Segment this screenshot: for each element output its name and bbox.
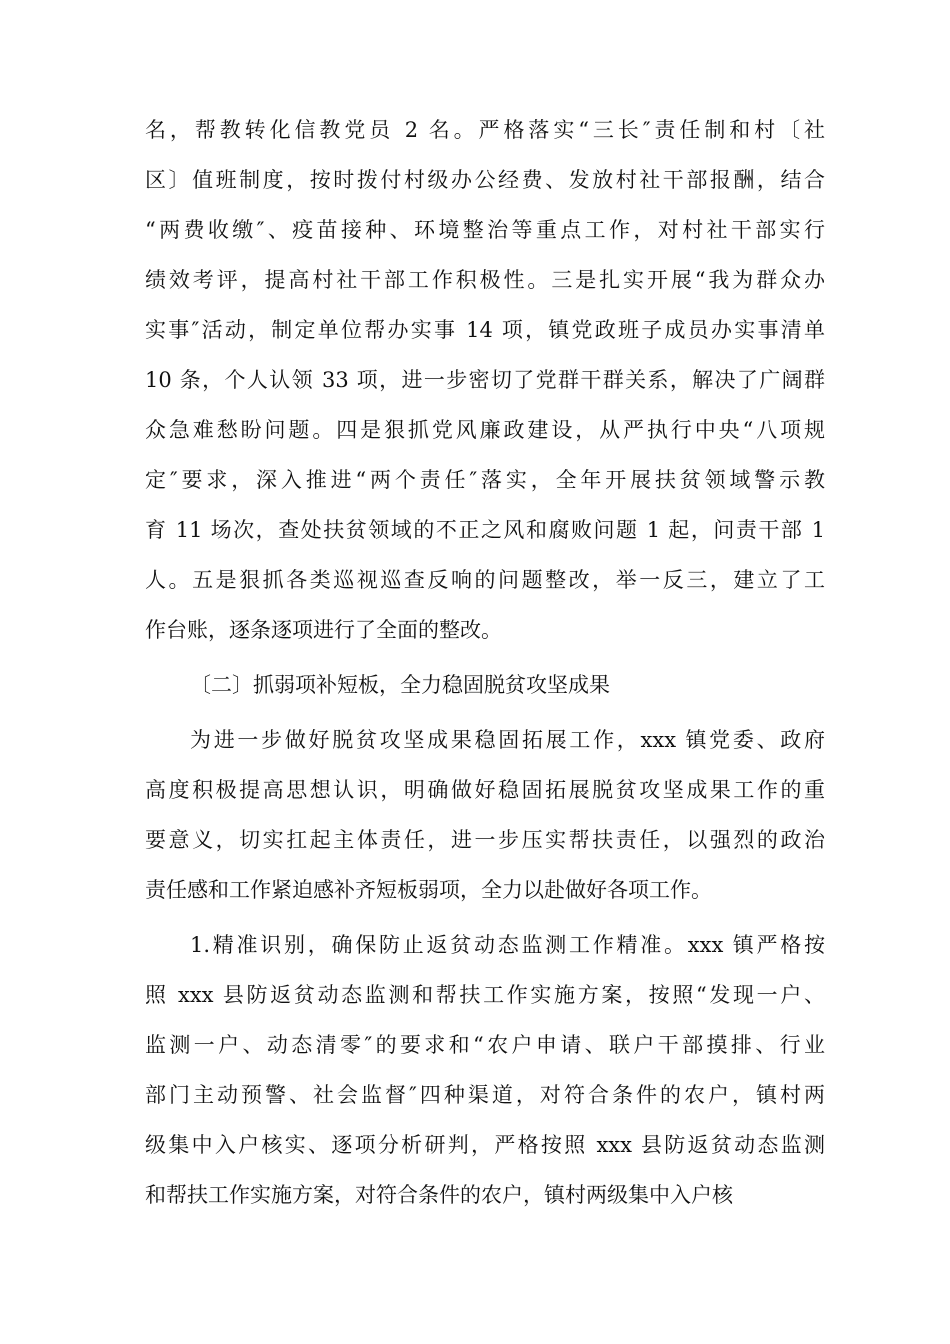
section-heading: 〔二〕抓弱项补短板，全力稳固脱贫攻坚成果: [190, 673, 610, 697]
text-line: 监测一户、动态清零″的要求和“农户申请、联户干部摸排、行业: [145, 1033, 825, 1057]
text-line: 级集中入户核实、逐项分析研判，严格按照 xxx 县防返贫动态监测: [145, 1133, 825, 1157]
text-line-paragraph-end: 责任感和工作紧迫感补齐短板弱项，全力以赴做好各项工作。: [145, 878, 712, 902]
text-line: 区〕值班制度，按时拨付村级办公经费、发放村社干部报酬，结合: [145, 168, 825, 192]
text-line-paragraph-start: 1.精准识别，确保防止返贫动态监测工作精准。xxx 镇严格按: [190, 933, 825, 957]
text-line: 和帮扶工作实施方案，对符合条件的农户，镇村两级集中入户核: [145, 1183, 733, 1207]
text-line: 高度积极提高思想认识，明确做好稳固拓展脱贫攻坚成果工作的重: [145, 778, 825, 802]
text-line: 10 条，个人认领 33 项，进一步密切了党群干群关系，解决了广阔群: [145, 368, 825, 392]
text-line-paragraph-start: 为进一步做好脱贫攻坚成果稳固拓展工作，xxx 镇党委、政府: [190, 728, 825, 752]
text-line: 育 11 场次，查处扶贫领域的不正之风和腐败问题 1 起，问责干部 1: [145, 518, 825, 542]
text-line: 要意义，切实扛起主体责任，进一步压实帮扶责任，以强烈的政治: [145, 828, 825, 852]
text-line: 定″要求，深入推进“两个责任″落实，全年开展扶贫领域警示教: [145, 468, 825, 492]
text-line-paragraph-end: 作台账，逐条逐项进行了全面的整改。: [145, 618, 502, 642]
text-line: 绩效考评，提高村社干部工作积极性。三是扎实开展“我为群众办: [145, 268, 825, 292]
text-line: 人。五是狠抓各类巡视巡查反响的问题整改，举一反三，建立了工: [145, 568, 825, 592]
text-line: “两费收缴″、疫苗接种、环境整治等重点工作，对村社干部实行: [145, 218, 825, 242]
text-line: 名，帮教转化信教党员 2 名。严格落实“三长″责任制和村〔社: [145, 118, 825, 142]
text-line: 照 xxx 县防返贫动态监测和帮扶工作实施方案，按照“发现一户、: [145, 983, 825, 1007]
text-line: 实事″活动，制定单位帮办实事 14 项，镇党政班子成员办实事清单: [145, 318, 825, 342]
text-line: 众急难愁盼问题。四是狠抓党风廉政建设，从严执行中央“八项规: [145, 418, 825, 442]
text-line: 部门主动预警、社会监督″四种渠道，对符合条件的农户，镇村两: [145, 1083, 825, 1107]
